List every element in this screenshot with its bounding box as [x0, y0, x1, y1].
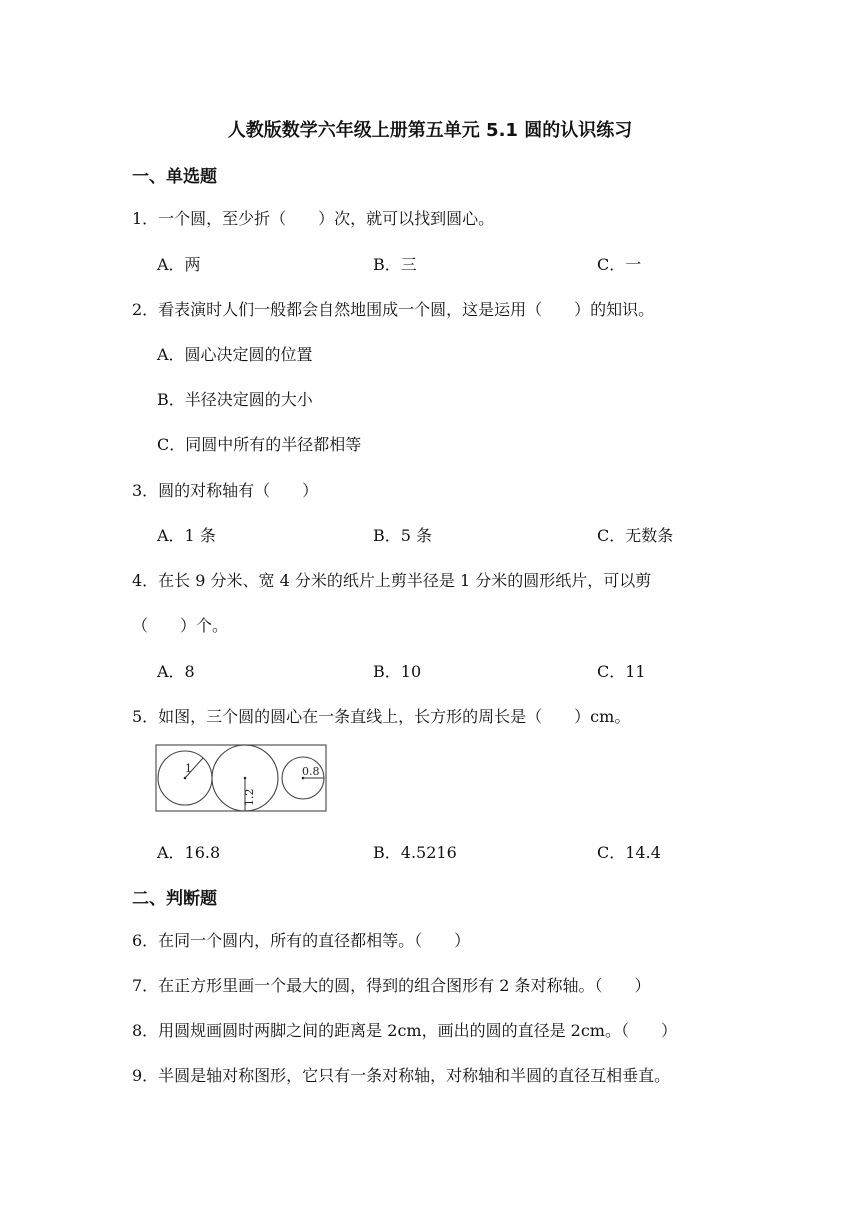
- three-circles-figure: [155, 744, 329, 818]
- section-heading-single-choice: 一、单选题: [132, 167, 217, 187]
- question-9: 9．半圆是轴对称图形，它只有一条对称轴，对称轴和半圆的直径互相垂直。: [132, 1066, 671, 1085]
- right-radius-label: 0.8: [302, 765, 320, 778]
- q1-option-c: C．一: [597, 255, 642, 274]
- q5-option-b: B．4.5216: [373, 843, 457, 862]
- q1-option-b: B．三: [373, 255, 417, 274]
- q3-option-b: B．5 条: [373, 526, 433, 545]
- question-4-line-2: （ ）个。: [132, 616, 229, 635]
- question-3: 3．圆的对称轴有（ ）: [132, 481, 319, 500]
- q5-option-c: C．14.4: [597, 843, 661, 862]
- section-heading-true-false: 二、判断题: [132, 889, 217, 909]
- question-1: 1．一个圆，至少折（ ）次，就可以找到圆心。: [132, 209, 495, 228]
- question-4-line-1: 4．在长 9 分米、宽 4 分米的纸片上剪半径是 1 分米的圆形纸片，可以剪: [132, 571, 652, 590]
- q3-option-c: C．无数条: [597, 526, 674, 545]
- q5-option-a: A．16.8: [157, 843, 221, 862]
- q4-option-c: C．11: [597, 662, 646, 681]
- question-5: 5．如图，三个圆的圆心在一条直线上，长方形的周长是（ ）cm。: [132, 707, 631, 726]
- circles-diagram: [155, 744, 329, 814]
- q2-option-b: B．半径决定圆的大小: [157, 390, 313, 409]
- q3-option-a: A．1 条: [157, 526, 216, 545]
- left-radius-label: 1: [185, 762, 192, 775]
- middle-radius-label: 1.2: [243, 788, 256, 806]
- question-7: 7．在正方形里画一个最大的圆，得到的组合图形有 2 条对称轴。（ ）: [132, 976, 651, 995]
- question-8: 8．用圆规画圆时两脚之间的距离是 2cm，画出的圆的直径是 2cm。（ ）: [132, 1021, 677, 1040]
- question-2: 2．看表演时人们一般都会自然地围成一个圆，这是运用（ ）的知识。: [132, 300, 655, 319]
- q4-option-a: A．8: [157, 662, 195, 681]
- q2-option-a: A．圆心决定圆的位置: [157, 345, 313, 364]
- q1-option-a: A．两: [157, 255, 201, 274]
- q4-option-b: B．10: [373, 662, 422, 681]
- q2-option-c: C．同圆中所有的半径都相等: [157, 435, 362, 454]
- rectangle-outline: [156, 745, 326, 811]
- question-6: 6．在同一个圆内，所有的直径都相等。（ ）: [132, 931, 471, 950]
- page-title: 人教版数学六年级上册第五单元 5.1 圆的认识练习: [227, 120, 633, 141]
